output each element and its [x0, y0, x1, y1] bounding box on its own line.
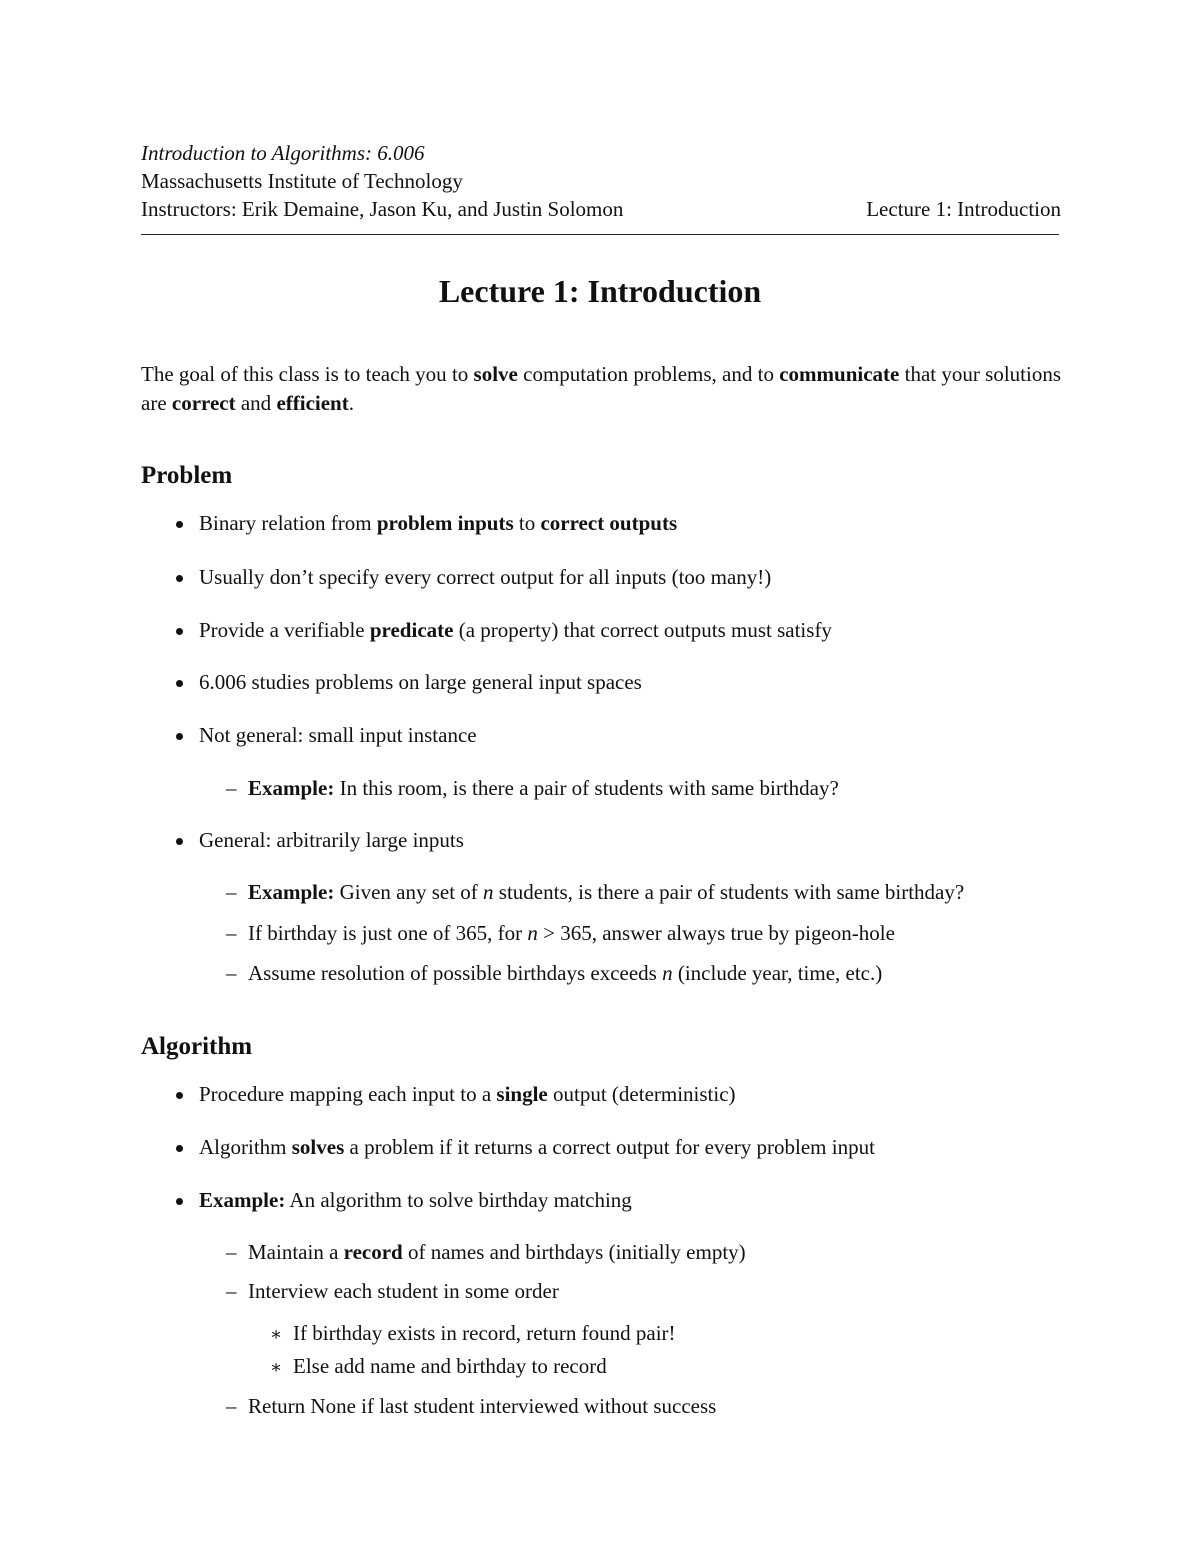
text-bold: correct outputs [540, 511, 678, 535]
sub-list-item [248, 1393, 716, 1419]
text: Algorithm [199, 1135, 292, 1159]
text: > 365, answer always true by pigeon-hole [537, 921, 895, 945]
list-item [199, 722, 477, 748]
institution: Massachusetts Institute of Technology [141, 169, 463, 193]
section-heading-algorithm: Algorithm [141, 1033, 253, 1060]
list-item [199, 1187, 632, 1213]
text: Else add name and birthday to record [293, 1354, 607, 1378]
math-n: n [483, 880, 494, 904]
sub-list-item [248, 1239, 746, 1265]
text: of names and birthdays (initially empty) [402, 1240, 746, 1264]
course-title: Introduction to Algorithms: 6.006 [141, 141, 425, 165]
text: Binary relation from [199, 511, 377, 535]
intro-text: that your solutions are [141, 362, 1061, 415]
page-title: Lecture 1: Introduction [438, 273, 762, 309]
text: (a property) that correct outputs must satisfy [453, 618, 832, 642]
list-item [199, 564, 771, 590]
text: output (deterministic) [547, 1082, 736, 1106]
list-item [199, 669, 642, 695]
text: If birthday is just one of 365, for [248, 921, 528, 945]
text: Not general: small input instance [199, 723, 477, 747]
intro-text: computation problems, and to [517, 362, 780, 386]
sub-list-item [248, 1278, 559, 1304]
sub-list-item [248, 775, 839, 801]
text-bold: single [496, 1082, 548, 1106]
instructors: Instructors: Erik Demaine, Jason Ku, and Justin Solomon [141, 197, 624, 221]
intro-text: . [348, 391, 354, 415]
list-item [199, 1134, 875, 1160]
intro-correct: correct [171, 391, 236, 415]
sub-sub-list-item [293, 1353, 607, 1379]
text: students, is there a pair of students with same birthday? [493, 880, 965, 904]
text: to [513, 511, 541, 535]
intro-text: The goal of this class is to teach you to [141, 362, 474, 386]
text: Interview each student in some order [248, 1279, 559, 1303]
page-header [141, 139, 1061, 223]
text: Provide a verifiable [199, 618, 370, 642]
list-item [199, 827, 464, 853]
intro-text: and [235, 391, 277, 415]
text-bold: problem inputs [376, 511, 514, 535]
lecture-label: Lecture 1: Introduction [866, 197, 1061, 221]
text: General: arbitrarily large inputs [199, 828, 464, 852]
sub-sub-list-item [293, 1320, 676, 1346]
text: Maintain a [248, 1240, 344, 1264]
text-bold: solves [291, 1135, 345, 1159]
text: Usually don’t specify every correct output for all inputs (too many!) [199, 565, 772, 589]
text: An algorithm to solve birthday matching [285, 1188, 632, 1212]
sub-list-item [248, 920, 895, 946]
text: Given any set of [334, 880, 484, 904]
text: Assume resolution of possible birthdays exceeds [248, 961, 663, 985]
text: 6.006 studies problems on large general input spaces [199, 670, 642, 694]
text-bold: Example: [199, 1188, 286, 1212]
list-item [199, 510, 677, 536]
text-bold: predicate [369, 618, 454, 642]
intro-solve: solve [473, 362, 518, 386]
text: If birthday exists in record, return found pair! [293, 1321, 676, 1345]
text: In this room, is there a pair of students with same birthday? [334, 776, 839, 800]
list-item [199, 1081, 736, 1107]
math-n: n [527, 921, 538, 945]
text-bold: record [343, 1240, 403, 1264]
text-bold: Example: [248, 776, 335, 800]
text: Return None if last student interviewed without success [248, 1394, 717, 1418]
intro-communicate: communicate [779, 362, 900, 386]
intro-efficient: efficient [276, 391, 349, 415]
header-rule [141, 234, 1059, 235]
text: Procedure mapping each input to a [199, 1082, 497, 1106]
text: a problem if it returns a correct output for every problem input [344, 1135, 875, 1159]
section-heading-problem: Problem [141, 462, 233, 489]
intro-paragraph [141, 360, 1061, 418]
sub-list-item [248, 960, 882, 986]
text-bold: Example: [248, 880, 335, 904]
math-n: n [662, 961, 673, 985]
text: (include year, time, etc.) [672, 961, 883, 985]
list-item [199, 617, 832, 643]
sub-list-item [248, 879, 964, 905]
